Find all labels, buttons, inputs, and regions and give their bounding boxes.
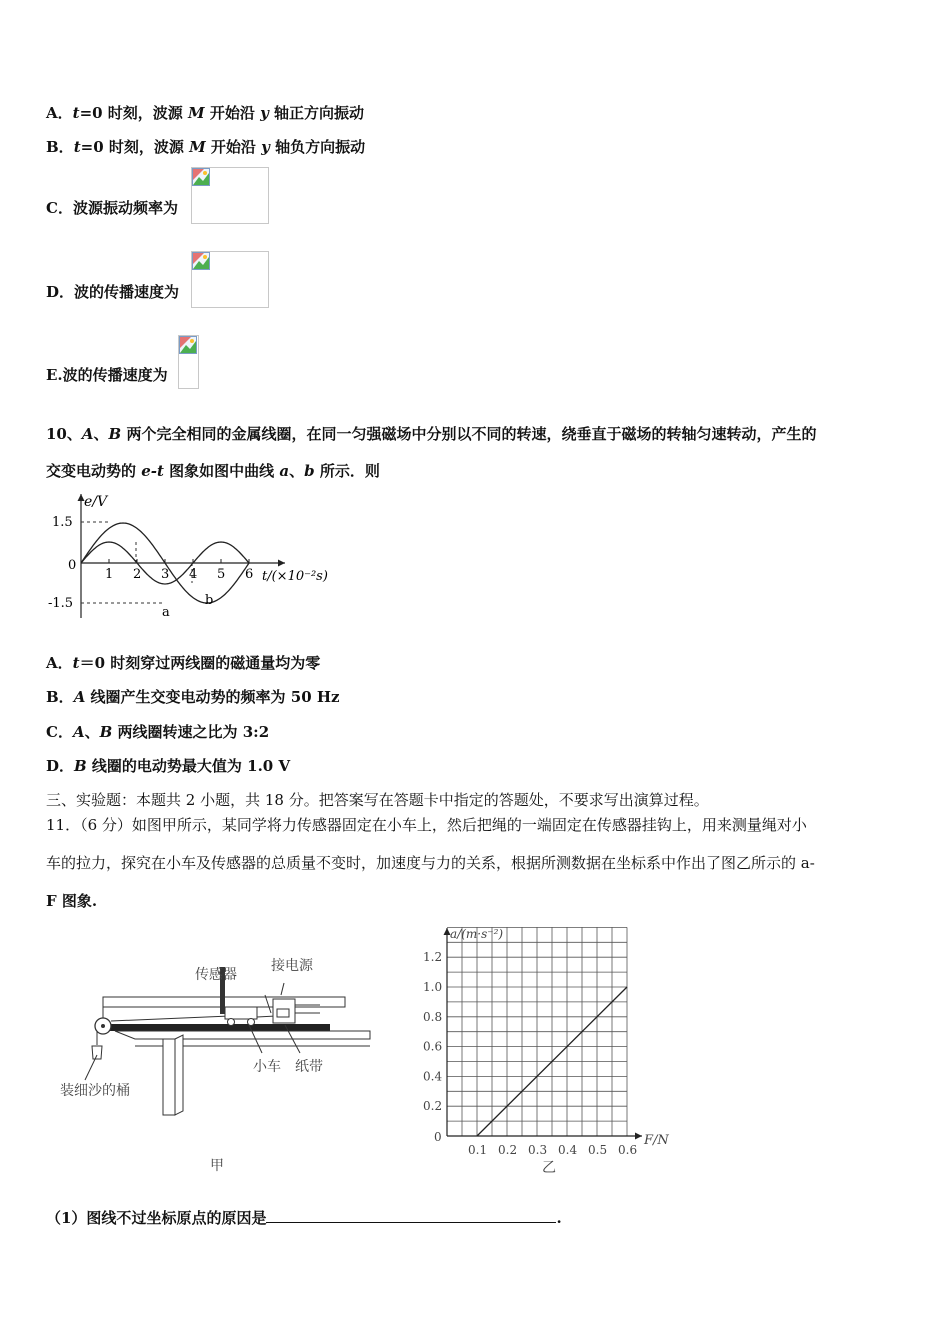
label-car: 小车 bbox=[253, 1059, 281, 1075]
q10-option-c: C．A、B 两线圈转速之比为 3:2 bbox=[46, 723, 270, 741]
yi-xlabel: F/N bbox=[644, 1133, 669, 1148]
label-sensor: 传感器 bbox=[195, 967, 237, 983]
et-ylabel: e/V bbox=[84, 494, 108, 510]
caption-yi: 乙 bbox=[542, 1160, 556, 1176]
et-curve-b-label: b bbox=[205, 593, 214, 608]
et-xtick-label: 5 bbox=[217, 567, 226, 582]
et-xtick-label: 2 bbox=[133, 567, 142, 582]
q10-stem-line1: 10、A、B 两个完全相同的金属线圈，在同一匀强磁场中分别以不同的转速，绕垂直于磁场的转轴匀速转动，产生的 bbox=[46, 425, 817, 443]
et-xlabel: t/(×10⁻²s) bbox=[262, 569, 328, 584]
q9-option-c: C．波源振动频率为 bbox=[46, 199, 178, 217]
q11-stem-line1: 11．（6 分）如图甲所示，某同学将力传感器固定在小车上，然后把绳的一端固定在传感器挂钩上，用来测量绳对小 bbox=[46, 816, 807, 834]
figure-yi bbox=[420, 922, 675, 1180]
label-tape: 纸带 bbox=[295, 1059, 323, 1075]
yi-ytick-label: 1.2 bbox=[423, 950, 443, 965]
yi-ytick-label: 0.6 bbox=[423, 1039, 443, 1054]
q9-option-d: D．波的传播速度为 bbox=[46, 283, 180, 301]
yi-xtick-label: 0.5 bbox=[588, 1143, 608, 1157]
rope-horizontal bbox=[111, 1016, 230, 1021]
q10-stem-line2: 交变电动势的 e-t 图象如图中曲线 a、b 所示．则 bbox=[46, 462, 380, 480]
table-leg bbox=[163, 1039, 175, 1115]
broken-image-icon bbox=[191, 167, 269, 224]
q9-option-b: B．t=0 时刻，波源 M 开始沿 y 轴负方向振动 bbox=[46, 138, 366, 156]
yi-ytick-label: 0.4 bbox=[423, 1069, 443, 1084]
et-xtick-label: 4 bbox=[189, 567, 198, 582]
figure-jia bbox=[55, 955, 380, 1180]
q10-option-a: A．t＝0 时刻穿过两线圈的磁通量均为零 bbox=[46, 654, 321, 672]
et-curve-a-label: a bbox=[162, 605, 170, 620]
yi-ytick-label: 1.0 bbox=[423, 980, 443, 994]
label-bucket: 装细沙的桶 bbox=[60, 1083, 130, 1099]
caption-jia: 甲 bbox=[210, 1158, 224, 1174]
et-graph bbox=[40, 488, 350, 623]
yi-ytick-label: 0.8 bbox=[423, 1009, 443, 1024]
et-xtick-label: 1 bbox=[105, 567, 114, 582]
yi-xtick-label: 0.4 bbox=[558, 1143, 578, 1157]
q9-option-e: E.波的传播速度为 bbox=[46, 366, 168, 384]
q11-sub1: （1）图线不过坐标原点的原因是 . bbox=[46, 1209, 562, 1227]
yi-ylabel: a/(m·s⁻²) bbox=[450, 927, 504, 941]
table-board bbox=[110, 1024, 330, 1031]
table-leg-side bbox=[175, 1035, 183, 1115]
bucket bbox=[92, 1046, 102, 1059]
label-power: 接电源 bbox=[271, 958, 313, 974]
yi-xtick-label: 0.6 bbox=[618, 1143, 638, 1157]
car bbox=[225, 1007, 257, 1019]
et-ytick: 1.5 bbox=[52, 515, 73, 530]
q9-option-a: A．t=0 时刻，波源 M 开始沿 y 轴正方向振动 bbox=[46, 104, 365, 122]
yi-ytick-label: 0.2 bbox=[423, 1099, 443, 1114]
table-top bbox=[115, 1031, 370, 1039]
yi-xtick-label: 0.3 bbox=[528, 1143, 548, 1157]
answer-blank[interactable] bbox=[266, 1208, 556, 1223]
yi-origin: 0 bbox=[434, 1130, 442, 1144]
q10-option-d: D．B 线圈的电动势最大值为 1.0 V bbox=[46, 757, 291, 775]
broken-image-icon bbox=[178, 335, 199, 389]
q11-stem-line3: F 图象. bbox=[46, 892, 98, 910]
yi-xtick-label: 0.1 bbox=[468, 1143, 488, 1157]
q10-option-b: B．A 线圈产生交变电动势的频率为 50 Hz bbox=[46, 688, 340, 706]
et-xtick-label: 6 bbox=[245, 567, 254, 582]
et-ytick: 0 bbox=[68, 558, 77, 573]
q11-stem-line2: 车的拉力，探究在小车及传感器的总质量不变时，加速度与力的关系，根据所测数据在坐标系中作出了图乙所示的 a- bbox=[46, 854, 815, 872]
et-ytick: -1.5 bbox=[48, 596, 74, 611]
yi-xtick-label: 0.2 bbox=[498, 1143, 518, 1157]
broken-image-icon bbox=[191, 251, 269, 308]
section-heading: 三、实验题：本题共 2 小题，共 18 分。把答案写在答题卡中指定的答题处，不要求写出演算过程。 bbox=[46, 791, 709, 809]
et-xtick-label: 3 bbox=[161, 567, 170, 582]
